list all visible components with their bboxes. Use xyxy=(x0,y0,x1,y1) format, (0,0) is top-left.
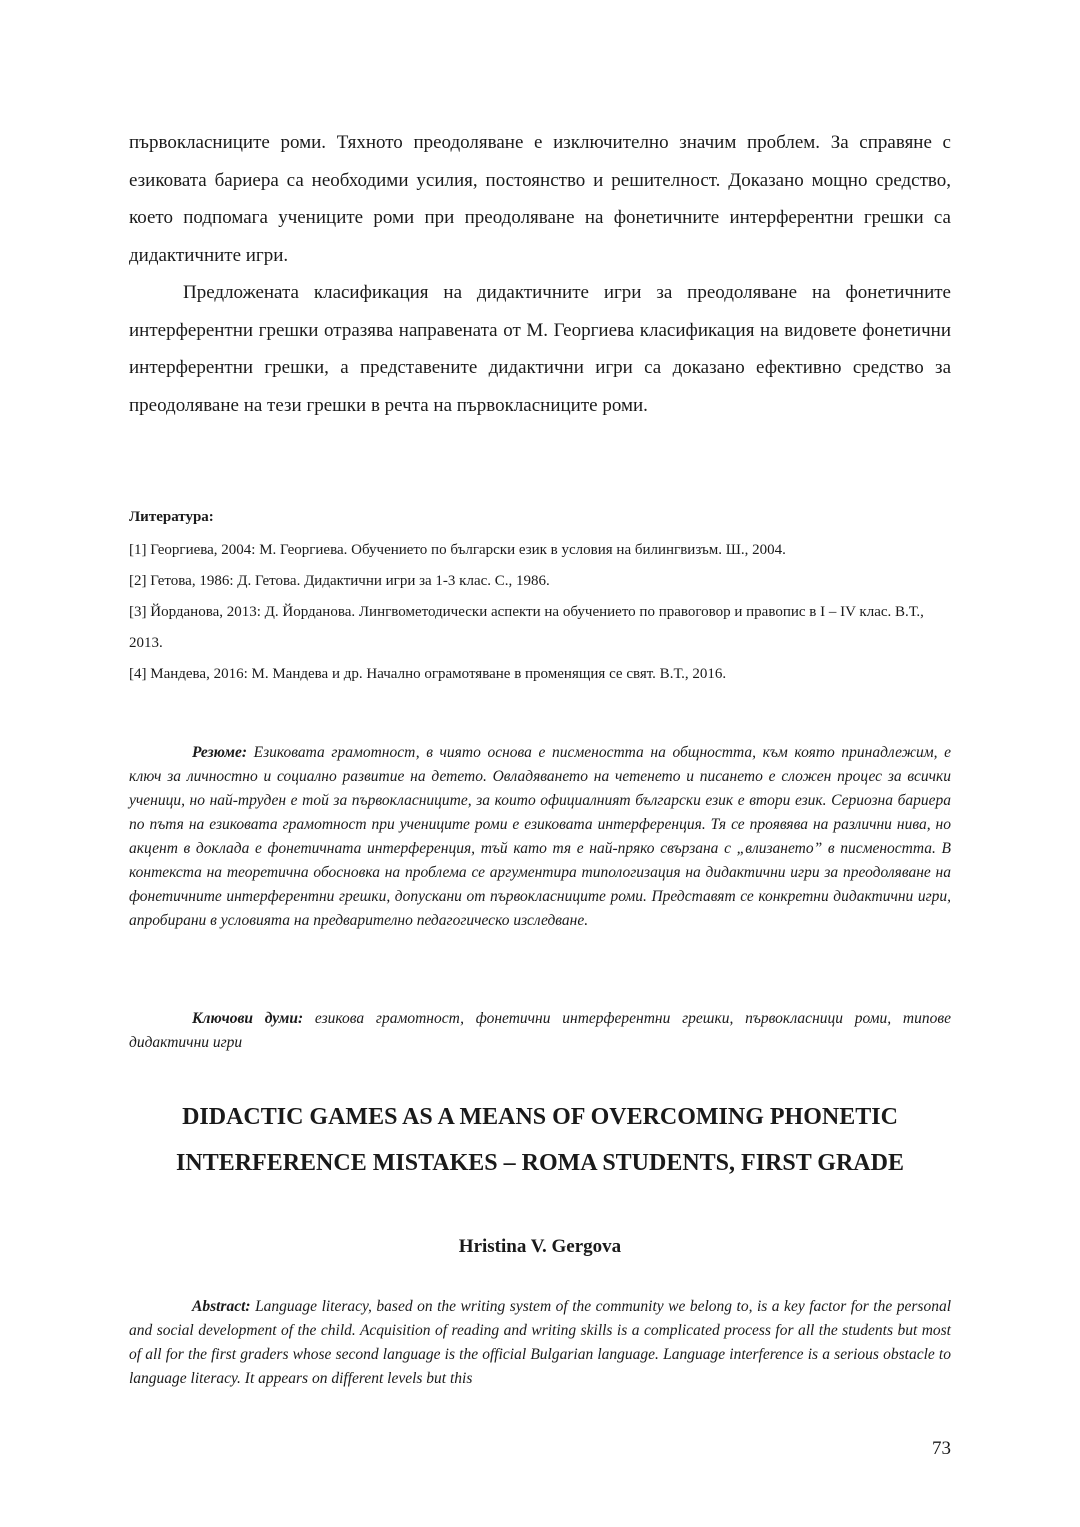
abstract-en xyxy=(129,1295,951,1391)
summary-text: Езиковата грамотност, в чиято основа е писмеността на общността, към която принадлежим, е ключ за личностно и социално развитие на детето. Овладяването на четенето и писането е сложен процес за всички ученици, но най-труден е той за първокласниците, за които официалният български език е втори език. Сериозна бариера по пътя на езиковата грамотност при учениците роми е езиковата интерференция. Тя се проявява на различни нива, но акцент в доклада е фонетичната интерференция, тъй като тя е най-пряко свързана с „влизането” в писмеността. В контекста на теоретична обосновка на проблема се аргументира типологизация на дидактични игри за преодоляване на фонетичните интерферентни грешки, допускани от първокласниците роми. Представят се конкретни дидактични игри, апробирани в условията на предварително педагогическо изследване. xyxy=(129,744,951,929)
keywords-label: Ключови думи: xyxy=(192,1010,304,1027)
reference-item-4: [4] Мандева, 2016: М. Мандева и др. Начално ограмотяване в променящия се свят. В.Т., 2016. xyxy=(129,666,727,682)
keywords-bg xyxy=(129,1007,951,1055)
reference-item-1: [1] Георгиева, 2004: М. Георгиева. Обучението по български език в условия на билингвизъм. Ш., 2004. xyxy=(129,542,786,558)
reference-item-3: [3] Йорданова, 2013: Д. Йорданова. Лингвометодически аспекти на обучението по правоговор и правопис в I – IV клас. В.Т., 2013. xyxy=(129,604,924,651)
keywords-paragraph xyxy=(129,1007,951,1055)
body-text xyxy=(129,124,951,424)
references-section xyxy=(129,507,951,690)
author-name: Hristina V. Gergova xyxy=(458,1236,622,1257)
summary-bg xyxy=(129,741,951,933)
page-number: 73 xyxy=(932,1438,951,1459)
abstract-paragraph xyxy=(129,1295,951,1391)
abstract-text: Language literacy, based on the writing system of the community we belong to, is a key factor for the personal and social development of the child. Acquisition of reading and writing skills is a complicated process for all the students but most of all for the first graders whose second language is the official Bulgarian language. Language interference is a serious obstacle to language literacy. It appears on different levels but this xyxy=(129,1298,951,1387)
english-title-line-1: DIDACTIC GAMES AS A MEANS OF OVERCOMING PHONETIC xyxy=(182,1104,898,1130)
references-title: Литература: xyxy=(129,509,214,525)
reference-item-2: [2] Гетова, 1986: Д. Гетова. Дидактични игри за 1-3 клас. С., 1986. xyxy=(129,573,550,589)
body-paragraph-1: първокласниците роми. Тяхното преодоляване е изключително значим проблем. За справяне с езиковата бариера са необходими усилия, постоянство и решителност. Доказано мощно средство, което подпомага учениците роми при преодоляване на фонетичните интерферентни грешки са дидактичните игри. xyxy=(129,132,951,266)
summary-label: Резюме: xyxy=(192,744,248,761)
abstract-label: Abstract: xyxy=(192,1298,251,1315)
body-paragraph-2: Предложената класификация на дидактичните игри за преодоляване на фонетичните интерферентни грешки отразява направената от М. Георгиева класификация на видовете фонетични интерферентни грешки, а представените дидактични игри са доказано ефективно средство за преодоляване на тези грешки в речта на първокласниците роми. xyxy=(129,282,951,416)
english-title xyxy=(100,1094,980,1186)
keywords-text: езикова грамотност, фонетични интерферентни грешки, първокласници роми, типове дидактични игри xyxy=(129,1010,951,1051)
english-title-line-2: INTERFERENCE MISTAKES – ROMA STUDENTS, FIRST GRADE xyxy=(176,1150,904,1176)
summary-paragraph xyxy=(129,741,951,933)
